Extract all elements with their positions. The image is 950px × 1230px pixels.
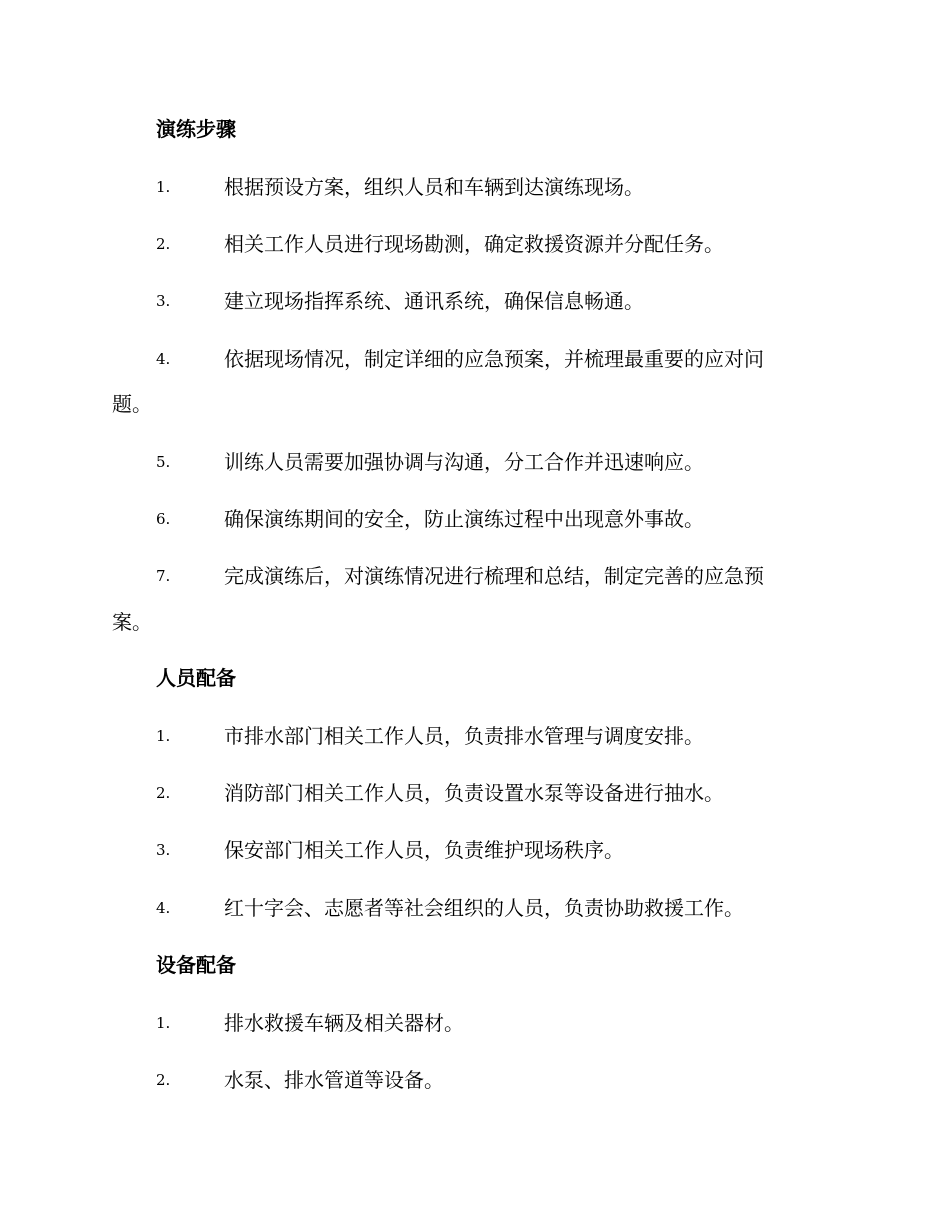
list-item-text: 训练人员需要加强协调与沟通，分工合作并迅速响应。: [224, 450, 704, 474]
list-item-text: 消防部门相关工作人员，负责设置水泵等设备进行抽水。: [224, 781, 724, 805]
list-item-continuation: 案。: [112, 610, 152, 634]
list-item-text: 依据现场情况，制定详细的应急预案，并梳理最重要的应对问: [224, 347, 764, 371]
list-item-text: 完成演练后，对演练情况进行梳理和总结，制定完善的应急预: [224, 564, 764, 588]
list-item-text: 确保演练期间的安全，防止演练过程中出现意外事故。: [224, 507, 704, 531]
list-item-number: 1.: [156, 727, 171, 745]
list-item-text: 根据预设方案，组织人员和车辆到达演练现场。: [224, 175, 644, 199]
list-item-number: 4.: [156, 350, 171, 368]
list-item-number: 1.: [156, 1014, 171, 1032]
list-item-number: 3.: [156, 292, 171, 310]
list-item-number: 7.: [156, 567, 171, 585]
list-item-number: 2.: [156, 784, 171, 802]
list-item-number: 2.: [156, 1071, 171, 1089]
list-item-text: 水泵、排水管道等设备。: [224, 1068, 444, 1092]
list-item-continuation: 题。: [112, 392, 152, 416]
list-item-number: 3.: [156, 841, 171, 859]
list-item-text: 相关工作人员进行现场勘测，确定救援资源并分配任务。: [224, 232, 724, 256]
list-item-number: 4.: [156, 899, 171, 917]
list-item-number: 2.: [156, 235, 171, 253]
list-item-number: 6.: [156, 510, 171, 528]
list-item-text: 建立现场指挥系统、通讯系统，确保信息畅通。: [224, 289, 644, 313]
list-item-text: 红十字会、志愿者等社会组织的人员，负责协助救援工作。: [224, 896, 744, 920]
section-heading-staffing: 人员配备: [156, 666, 236, 690]
section-heading-equipment: 设备配备: [156, 953, 236, 977]
list-item-text: 排水救援车辆及相关器材。: [224, 1011, 464, 1035]
section-heading-drill-steps: 演练步骤: [156, 117, 236, 141]
list-item-text: 市排水部门相关工作人员，负责排水管理与调度安排。: [224, 724, 704, 748]
list-item-text: 保安部门相关工作人员，负责维护现场秩序。: [224, 838, 624, 862]
list-item-number: 5.: [156, 453, 171, 471]
list-item-number: 1.: [156, 178, 171, 196]
